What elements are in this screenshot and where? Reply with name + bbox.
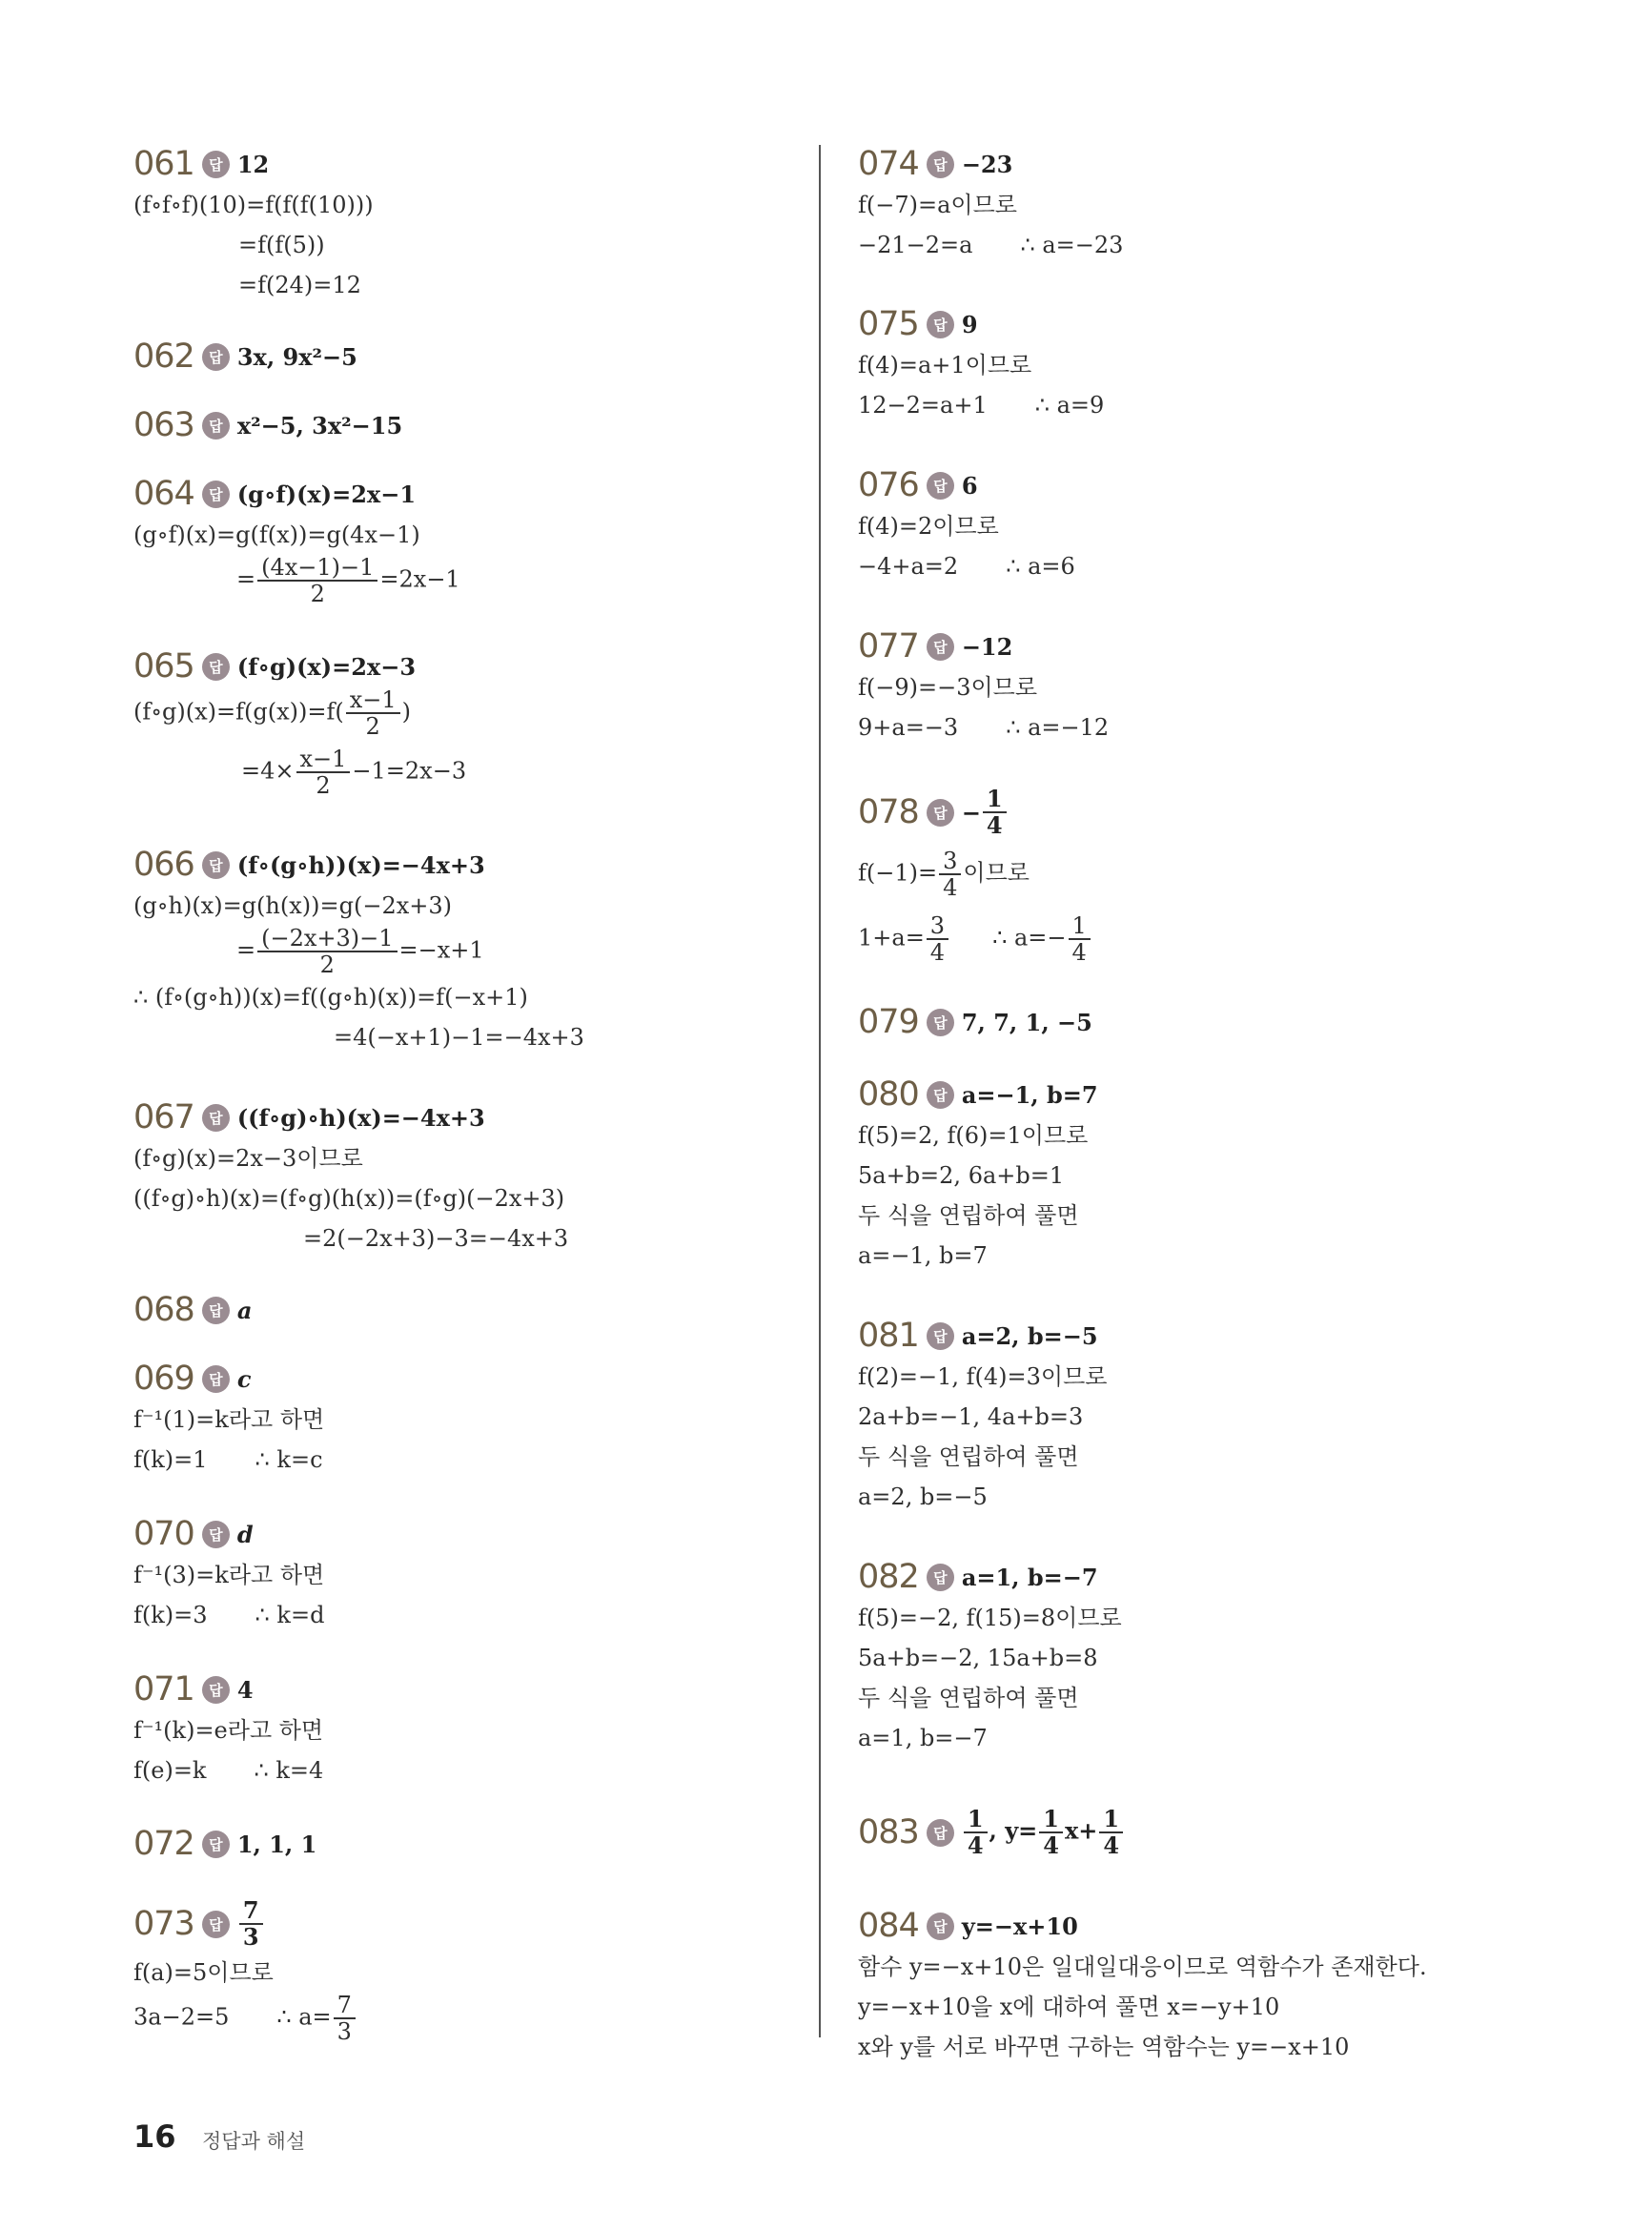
solution-line: f(5)=2, f(6)=1이므로 [858,1122,1089,1149]
problem-number: 077 [858,627,919,665]
answer-badge: 답 [927,1009,954,1036]
problem-068 [133,1289,252,1331]
problem-number: 076 [858,466,919,504]
problem-084 [858,1905,1427,2067]
problem-number: 065 [133,647,194,685]
problem-number: 062 [133,338,194,376]
answer: d [236,1520,254,1548]
solution-line: 두 식을 연립하여 풀면 [858,1443,1079,1470]
solution-line: 3a−2=5 ∴ a= $\frac{7}{3}$ [133,1993,357,2044]
answer-badge: 답 [927,799,954,827]
problem-080 [858,1074,1098,1276]
solution-line: = $\frac{(4x-1)-1}{2}$ =2x−1 [236,554,460,607]
answer: 12 [236,150,270,178]
solution-line: f(k)=1 ∴ k=c [133,1446,323,1473]
problem-079 [858,1001,1092,1043]
solution-line: 1+a= $\frac{3}{4}$ ∴ a=− $\frac{1}{4}$ [858,913,1092,965]
answer-sign: − [961,798,981,827]
solution-line: f⁻¹(3)=k라고 하면 [133,1562,325,1588]
answer: 4 [236,1675,254,1704]
problem-number: 079 [858,1003,919,1041]
answer-badge: 답 [927,633,954,661]
solution-line: 두 식을 연립하여 풀면 [858,1685,1079,1711]
problem-067 [133,1096,568,1258]
answer: a=−1, b=7 [961,1080,1098,1109]
problem-number: 084 [858,1907,919,1945]
page-number: 16 [133,2118,176,2155]
solution-line: (f∘f∘f)(10)=f(f(f(10))) [133,192,374,218]
solution-line: (g∘h)(x)=g(h(x))=g(−2x+3) [133,892,452,919]
problem-076 [858,464,1075,586]
problem-077 [858,625,1109,747]
problem-number: 068 [133,1291,194,1329]
solution-line: ∴ (f∘(g∘h))(x)=f((g∘h)(x))=f(−x+1) [133,984,528,1011]
answer-badge: 답 [202,343,230,371]
answer: 1, 1, 1 [236,1830,317,1858]
problem-064 [133,473,460,606]
problem-number: 071 [133,1670,194,1708]
answer-badge: 답 [202,412,230,440]
answer: −23 [961,150,1013,178]
problem-number: 064 [133,475,194,513]
answer-badge: 답 [927,151,954,178]
solution-line: (g∘f)(x)=g(f(x))=g(4x−1) [133,522,420,548]
footer-title: 정답과 해설 [202,2130,306,2153]
answer: 9 [961,310,978,338]
problem-073 [133,1895,357,2044]
answer: a=2, b=−5 [961,1321,1098,1350]
problem-number: 072 [133,1825,194,1863]
solution-line: f⁻¹(1)=k라고 하면 [133,1406,325,1433]
problem-number: 080 [858,1075,919,1114]
answer: x²−5, 3x²−15 [236,411,403,440]
answer-badge: 답 [202,151,230,178]
problem-number: 073 [133,1905,194,1943]
solution-line: 함수 y=−x+10은 일대일대응이므로 역함수가 존재한다. [858,1954,1427,1980]
problem-081 [858,1315,1107,1517]
solution-line: ((f∘g)∘h)(x)=(f∘g)(h(x))=(f∘g)(−2x+3) [133,1185,565,1212]
answer: (f∘(g∘h))(x)=−4x+3 [236,850,485,879]
answer-badge: 답 [927,1819,954,1847]
answer: $\frac{1}{4}$ , y= $\frac{1}{4}$ x+ $\frac{1}{4}$ [962,1807,1125,1858]
answer-badge: 답 [927,1322,954,1350]
answer-badge: 답 [927,1081,954,1109]
problem-number: 083 [858,1813,919,1852]
problem-number: 075 [858,305,919,343]
answer: a [236,1296,253,1324]
solution-line: f(e)=k ∴ k=4 [133,1757,324,1784]
problem-number: 078 [858,793,919,831]
problem-065 [133,645,466,798]
problem-071 [133,1668,323,1790]
solution-line: x와 y를 서로 바꾸면 구하는 역함수는 y=−x+10 [858,2034,1350,2060]
answer: (g∘f)(x)=2x−1 [236,480,417,508]
answer-fraction: $\frac{7}{3}$ [239,1898,263,1950]
problem-066 [133,844,584,1057]
solution-line: a=−1, b=7 [858,1242,988,1269]
problem-number: 082 [858,1558,919,1596]
solution-line: f(a)=5이므로 [133,1959,274,1986]
fraction: $\frac{(4x-1)-1}{2}$ [257,555,377,606]
answer-fraction: $\frac{1}{4}$ [983,787,1007,838]
solution-line: −21−2=a ∴ a=−23 [858,232,1124,258]
problem-062 [133,336,357,378]
solution-line: −4+a=2 ∴ a=6 [858,553,1075,580]
answer: 3x, 9x²−5 [236,342,357,371]
solution-line: y=−x+10을 x에 대하여 풀면 x=−y+10 [858,1994,1280,2020]
solution-line: f(4)=a+1이므로 [858,352,1032,378]
problem-083 [858,1802,1125,1863]
solution-line: =4(−x+1)−1=−4x+3 [334,1024,584,1051]
answer-badge: 답 [202,1831,230,1858]
solution-line: (f∘g)(x)=f(g(x))=f( $\frac{x-1}{2}$ ) [133,686,411,740]
answer-badge: 답 [927,1913,954,1940]
solution-line: f(−7)=a이므로 [858,192,1017,218]
solution-line: =4× $\frac{x-1}{2}$ −1=2x−3 [241,746,467,799]
problem-075 [858,303,1104,425]
solution-line: a=1, b=−7 [858,1725,988,1751]
solution-line: =f(f(5)) [238,232,325,258]
solution-line: 12−2=a+1 ∴ a=9 [858,392,1105,419]
problem-number: 066 [133,846,194,884]
solution-line: f(2)=−1, f(4)=3이므로 [858,1363,1108,1390]
problem-082 [858,1556,1122,1758]
answer: 6 [961,471,978,500]
solution-line: f(5)=−2, f(15)=8이므로 [858,1605,1122,1631]
solution-line: a=2, b=−5 [858,1483,988,1510]
answer: y=−x+10 [961,1912,1078,1940]
solution-line: f(−1)= $\frac{3}{4}$ 이므로 [858,848,1030,901]
problem-072 [133,1823,316,1865]
answer-badge: 답 [202,1365,230,1393]
solution-line: f⁻¹(k)=e라고 하면 [133,1717,324,1744]
problem-number: 069 [133,1360,194,1398]
problem-069 [133,1358,324,1480]
answer-badge: 답 [202,653,230,681]
problem-number: 070 [133,1515,194,1553]
answer-badge: 답 [202,1297,230,1324]
answer-badge: 답 [927,472,954,500]
answer-badge: 답 [927,311,954,338]
solution-line: 두 식을 연립하여 풀면 [858,1202,1079,1229]
answer-badge: 답 [202,1676,230,1704]
answer: c [236,1364,252,1393]
answer: a=1, b=−7 [961,1563,1098,1591]
solution-line: f(k)=3 ∴ k=d [133,1602,325,1628]
answer-badge: 답 [202,481,230,508]
answer-badge: 답 [202,1104,230,1132]
solution-line: = $\frac{(-2x+3)-1}{2}$ =−x+1 [236,925,484,978]
solution-line: =f(24)=12 [238,272,361,298]
problem-number: 074 [858,145,919,183]
problem-070 [133,1513,324,1635]
problem-number: 081 [858,1317,919,1355]
solution-line: f(−9)=−3이므로 [858,674,1038,701]
answer: (f∘g)(x)=2x−3 [236,652,417,681]
answer: −12 [961,632,1013,661]
solution-line: f(4)=2이므로 [858,513,999,540]
problem-063 [133,404,402,446]
solution-line: 9+a=−3 ∴ a=−12 [858,714,1110,741]
problem-number: 067 [133,1098,194,1136]
problem-number: 061 [133,145,194,183]
problem-074 [858,143,1123,265]
answer: 7, 7, 1, −5 [961,1008,1092,1036]
answer-badge: 답 [202,1521,230,1548]
problem-number: 063 [133,406,194,444]
answer: ((f∘g)∘h)(x)=−4x+3 [236,1103,485,1132]
column-divider [819,145,821,2037]
problem-061 [133,143,374,305]
answer-badge: 답 [927,1564,954,1591]
solution-line: 2a+b=−1, 4a+b=3 [858,1403,1084,1430]
answer-badge: 답 [202,1911,230,1938]
solution-line: =2(−2x+3)−3=−4x+3 [303,1225,569,1252]
solution-line: (f∘g)(x)=2x−3이므로 [133,1145,363,1172]
answer-badge: 답 [202,851,230,879]
solution-line: 5a+b=2, 6a+b=1 [858,1162,1065,1189]
problem-078 [858,782,1092,965]
solution-line: 5a+b=−2, 15a+b=8 [858,1645,1098,1671]
